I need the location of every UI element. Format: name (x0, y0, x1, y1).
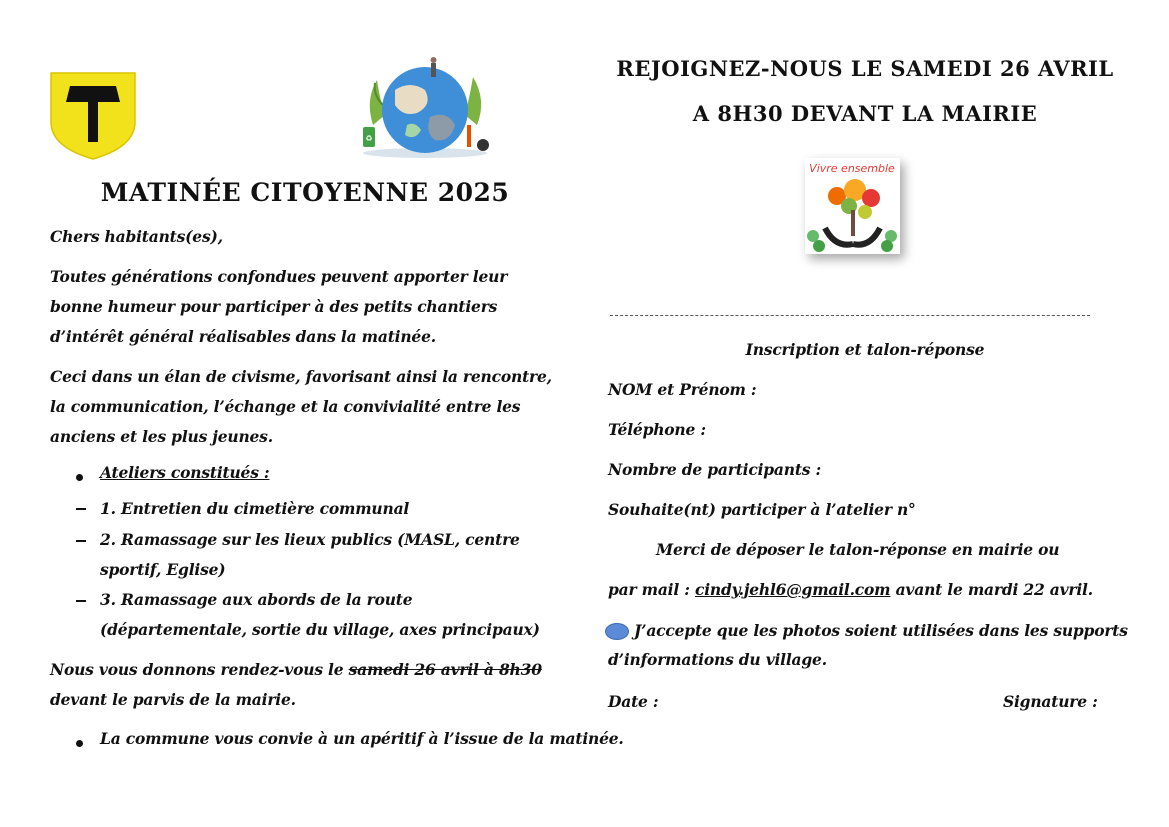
mail-instructions (608, 580, 1093, 599)
phone-field-label: Téléphone : (608, 420, 706, 439)
consent-text-line-2: d’informations du village. (608, 650, 827, 669)
dash-icon (76, 600, 86, 602)
signature-field-label: Signature : (1003, 692, 1098, 711)
dash-icon (76, 508, 86, 510)
workshop-item: 2. Ramassage sur les lieux publics (MASL, centre sportif, Eglise) (100, 530, 520, 579)
bullet-dot-icon (76, 740, 83, 747)
cut-line-divider (610, 315, 1090, 316)
date-field-label: Date : (608, 692, 659, 711)
intro-paragraph: Toutes générations confondues peuvent apporter leur bonne humeur pour participer à des petits chantiers d’intérêt général réalisables dans la matinée. (50, 267, 508, 346)
event-title: MATINÉE CITOYENNE 2025 (100, 178, 510, 207)
workshop-item: 3. Ramassage aux abords de la route (départementale, sortie du village, axes principaux) (100, 590, 540, 639)
earth-cleanup-illustration (355, 55, 495, 159)
dash-icon (76, 540, 86, 542)
consent-checkbox[interactable] (605, 623, 629, 640)
workshop-choice-label: Souhaite(nt) participer à l’atelier n° (608, 500, 916, 519)
participants-field-label: Nombre de participants : (608, 460, 822, 479)
form-title: Inscription et talon-réponse (745, 340, 985, 359)
workshop-item: 1. Entretien du cimetière communal (100, 499, 410, 518)
greeting: Chers habitants(es), (50, 227, 223, 246)
name-field-label: NOM et Prénom : (608, 380, 757, 399)
headline-line-2: A 8H30 DEVANT LA MAIRIE (692, 101, 1038, 126)
aperitif-note: La commune vous convie à un apéritif à l’issue de la matinée. (100, 729, 624, 748)
mail-prefix: par mail : (608, 580, 695, 599)
mail-deadline: avant le mardi 22 avril. (890, 580, 1093, 599)
meeting-date-highlight: samedi 26 avril à 8h30 (348, 660, 542, 679)
deposit-instructions: Merci de déposer le talon-réponse en mairie ou (656, 540, 1060, 559)
meeting-prefix: Nous vous donnons rendez-vous le (50, 660, 349, 679)
logo-text: Vivre ensemble (809, 162, 895, 175)
village-crest-logo (50, 72, 136, 160)
bullet-dot-icon (76, 474, 83, 481)
vivre-ensemble-logo (805, 158, 900, 254)
meeting-suffix: devant le parvis de la mairie. (50, 690, 296, 709)
contact-email-link[interactable]: cindy.jehl6@gmail.com (694, 580, 891, 599)
workshops-heading: Ateliers constitués : (100, 463, 270, 482)
consent-text-line-1: J’accepte que les photos soient utilisées dans les supports (634, 621, 1128, 640)
headline-line-1: REJOIGNEZ-NOUS LE SAMEDI 26 AVRIL (616, 56, 1114, 81)
civism-paragraph: Ceci dans un élan de civisme, favorisant ainsi la rencontre, la communication, l’échange et la convivialité entre les anciens et les plus jeunes. (50, 367, 552, 446)
meeting-paragraph (50, 655, 560, 715)
svg-text:♻: ♻ (365, 134, 373, 143)
